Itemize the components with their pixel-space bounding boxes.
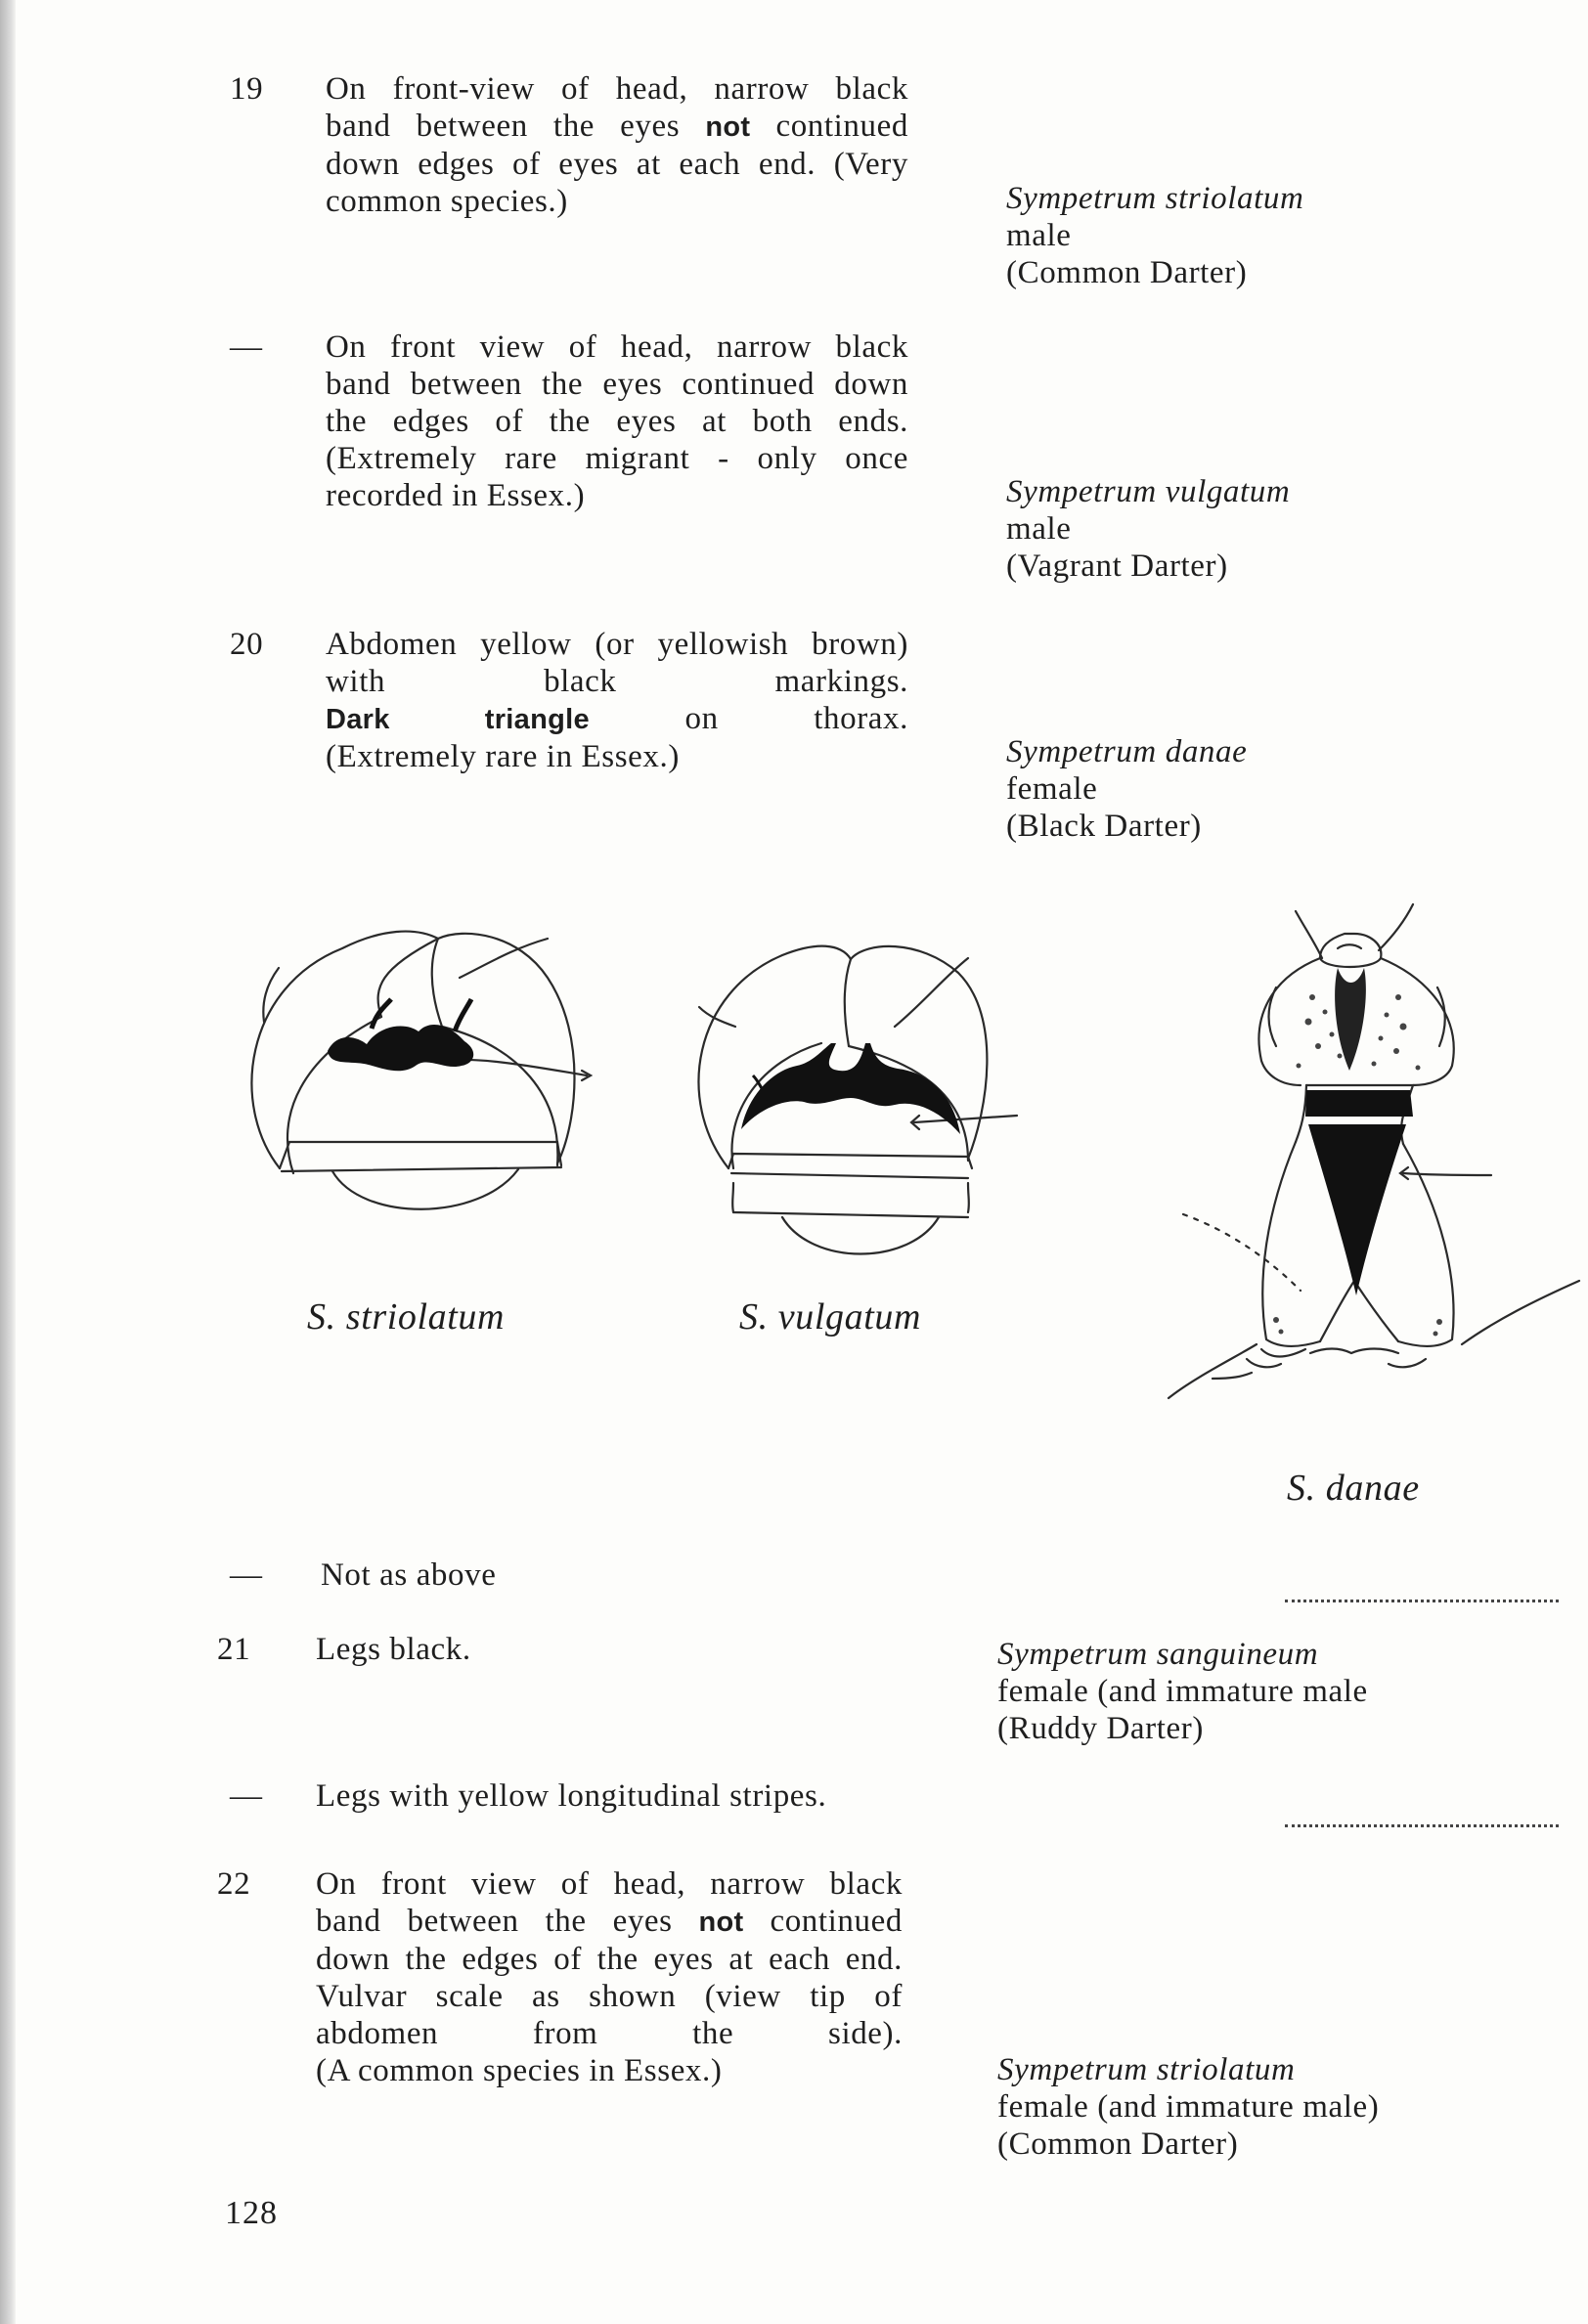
description-line	[326, 146, 908, 183]
couplet-number: 19	[230, 71, 264, 107]
result-sympetrum-vulgatum-male	[1006, 473, 1290, 585]
description-text: continued	[750, 109, 908, 144]
description-text: Vulvar scale as shown (view tip of	[316, 1979, 903, 2014]
couplet-description	[326, 329, 908, 514]
result-common-name: (Common Darter)	[997, 2127, 1239, 2162]
couplet-number: 20	[230, 627, 264, 662]
description-line	[326, 70, 908, 108]
result-sympetrum-striolatum-female	[997, 2051, 1379, 2163]
figure-vulgatum-head	[675, 934, 1027, 1261]
figure-danae-thorax	[1076, 890, 1584, 1418]
description-text: (Extremely rare in Essex.)	[326, 739, 680, 774]
species-name: Sympetrum vulgatum	[1006, 474, 1291, 509]
emphasis-text: Dark triangle	[326, 704, 590, 735]
species-name: Sympetrum danae	[1006, 734, 1248, 769]
description-text: Abdomen yellow (or yellowish brown)	[326, 627, 908, 662]
description-text: common species.)	[326, 184, 568, 219]
description-line	[326, 700, 908, 738]
description-text: (A common species in Essex.)	[316, 2053, 723, 2088]
description-text: Legs with yellow longitudinal stripes.	[316, 1778, 827, 1814]
couplet-description	[316, 1631, 903, 1668]
result-common-name: (Vagrant Darter)	[1006, 548, 1228, 584]
description-text: band between the eyes	[316, 1904, 699, 1939]
description-line	[316, 1941, 903, 1978]
emphasis-text: not	[698, 1907, 744, 1938]
page-number: 128	[225, 2195, 278, 2231]
description-line	[316, 1777, 922, 1815]
couplet-description	[316, 1865, 903, 2089]
description-text: the edges of the eyes at both ends.	[326, 404, 908, 439]
page-binding-shadow	[0, 0, 16, 2324]
description-text: (Extremely rare migrant - only once	[326, 441, 908, 476]
figure-caption-striolatum: S. striolatum	[307, 1296, 506, 1337]
description-text: Not as above	[321, 1557, 497, 1593]
result-sex: female (and immature male	[997, 1674, 1368, 1709]
description-text: abdomen from the side).	[316, 2016, 903, 2051]
continue-leader-dots	[1285, 1600, 1559, 1602]
result-sex: female (and immature male)	[997, 2089, 1380, 2125]
couplet-dash: —	[230, 329, 263, 365]
description-line	[326, 183, 908, 220]
description-text: with black markings.	[326, 664, 908, 699]
description-text: Legs black.	[316, 1632, 471, 1667]
couplet-description	[321, 1557, 907, 1594]
species-name: Sympetrum sanguineum	[997, 1637, 1319, 1672]
description-line	[326, 626, 908, 663]
couplet-description	[316, 1777, 922, 1815]
description-text: continued	[743, 1904, 903, 1939]
result-common-name: (Black Darter)	[1006, 809, 1202, 844]
description-line	[316, 2052, 903, 2089]
result-sex: female	[1006, 771, 1098, 807]
description-line	[326, 440, 908, 477]
couplet-dash: —	[230, 1557, 263, 1593]
result-common-name: (Common Darter)	[1006, 255, 1248, 290]
description-text: down the edges of the eyes at each end.	[316, 1942, 903, 1977]
figure-caption-danae: S. danae	[1287, 1468, 1420, 1509]
description-line	[316, 2015, 903, 2052]
result-sex: male	[1006, 511, 1072, 547]
description-text: down edges of eyes at each end. (Very	[326, 147, 908, 182]
figure-caption-vulgatum: S. vulgatum	[739, 1296, 922, 1337]
description-line	[326, 477, 908, 514]
description-line	[326, 108, 908, 146]
description-text: on thorax.	[589, 701, 908, 736]
description-text: On front-view of head, narrow black	[326, 71, 908, 107]
result-sympetrum-striolatum-male	[1006, 180, 1303, 291]
description-line	[321, 1557, 907, 1594]
continue-leader-dots	[1285, 1824, 1559, 1827]
result-sympetrum-danae-female	[1006, 733, 1247, 845]
couplet-dash: —	[230, 1778, 263, 1814]
description-line	[326, 329, 908, 366]
description-line	[316, 1865, 903, 1903]
couplet-description	[326, 626, 908, 775]
description-text: recorded in Essex.)	[326, 478, 586, 513]
couplet-number: 21	[217, 1632, 251, 1667]
figure-striolatum-head	[235, 909, 606, 1242]
result-sympetrum-sanguineum-female	[997, 1636, 1368, 1747]
couplet-description	[326, 70, 908, 220]
description-line	[326, 366, 908, 403]
couplet-number: 22	[217, 1866, 251, 1902]
description-line	[326, 738, 908, 775]
description-text: band between the eyes	[326, 109, 706, 144]
description-line	[316, 1903, 903, 1941]
description-line	[326, 403, 908, 440]
description-text: band between the eyes continued down	[326, 367, 908, 402]
result-common-name: (Ruddy Darter)	[997, 1711, 1204, 1746]
emphasis-text: not	[705, 111, 751, 143]
result-sex: male	[1006, 218, 1072, 253]
description-text: On front view of head, narrow black	[316, 1866, 903, 1902]
description-line	[316, 1631, 903, 1668]
species-name: Sympetrum striolatum	[997, 2052, 1296, 2087]
description-text: On front view of head, narrow black	[326, 329, 908, 365]
description-line	[326, 663, 908, 700]
species-name: Sympetrum striolatum	[1006, 181, 1304, 216]
description-line	[316, 1978, 903, 2015]
